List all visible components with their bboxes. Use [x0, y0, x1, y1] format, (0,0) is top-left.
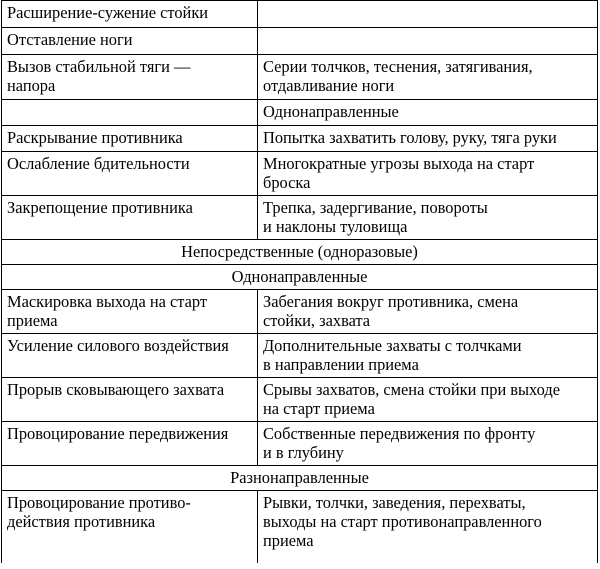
section-header-cell: Непосредственные (одноразовые) [2, 240, 598, 265]
table-section-header [2, 240, 598, 265]
table-row [2, 491, 598, 563]
table-row [2, 422, 598, 466]
table-row [2, 28, 598, 55]
table-cell-left: Провоцирование противо- действия противника [2, 491, 258, 563]
table-cell-right: Попытка захватить голову, руку, тяга руки [258, 126, 598, 152]
section-header-cell: Разнонаправленные [2, 466, 598, 491]
table-cell-right: Однонаправленные [258, 100, 598, 126]
table-cell-left: Провоцирование передвижения [2, 422, 258, 466]
table-cell-left: Вызов стабильной тяги — напора [2, 55, 258, 100]
table-cell-right: Трепка, задергивание, повороты и наклоны туловища [258, 196, 598, 240]
table-row [2, 1, 598, 28]
table-row [2, 334, 598, 378]
table-cell-right [258, 1, 598, 28]
table-cell-left: Расширение-сужение стойки [2, 1, 258, 28]
table-section-header [2, 265, 598, 290]
table-cell-left [2, 100, 258, 126]
tactics-table [1, 0, 598, 563]
table-row [2, 290, 598, 334]
table-row [2, 100, 598, 126]
table-cell-right: Серии толчков, теснения, затягивания, отдавливание ноги [258, 55, 598, 100]
table-row [2, 196, 598, 240]
table-cell-left: Маскировка выхода на старт приема [2, 290, 258, 334]
table-cell-right: Срывы захватов, смена стойки при выходе на старт приема [258, 378, 598, 422]
table-cell-left: Усиление силового воздействия [2, 334, 258, 378]
table-cell-right: Забегания вокруг противника, смена стойки, захвата [258, 290, 598, 334]
table-cell-left: Прорыв сковывающего захвата [2, 378, 258, 422]
table-cell-right [258, 28, 598, 55]
table-cell-right: Многократные угрозы выхода на старт броска [258, 152, 598, 196]
table-row [2, 378, 598, 422]
table-cell-left: Ослабление бдительности [2, 152, 258, 196]
table-cell-left: Закрепощение противника [2, 196, 258, 240]
table-row [2, 55, 598, 100]
table-cell-left: Раскрывание противника [2, 126, 258, 152]
section-header-cell: Однонаправленные [2, 265, 598, 290]
table-cell-right: Рывки, толчки, заведения, перехваты, выходы на старт противонаправленного приема [258, 491, 598, 563]
table-cell-right: Собственные передвижения по фронту и в глубину [258, 422, 598, 466]
table-cell-left: Отставление ноги [2, 28, 258, 55]
table-row [2, 126, 598, 152]
table-section-header [2, 466, 598, 491]
table-cell-right: Дополнительные захваты с толчками в направлении приема [258, 334, 598, 378]
table-row [2, 152, 598, 196]
